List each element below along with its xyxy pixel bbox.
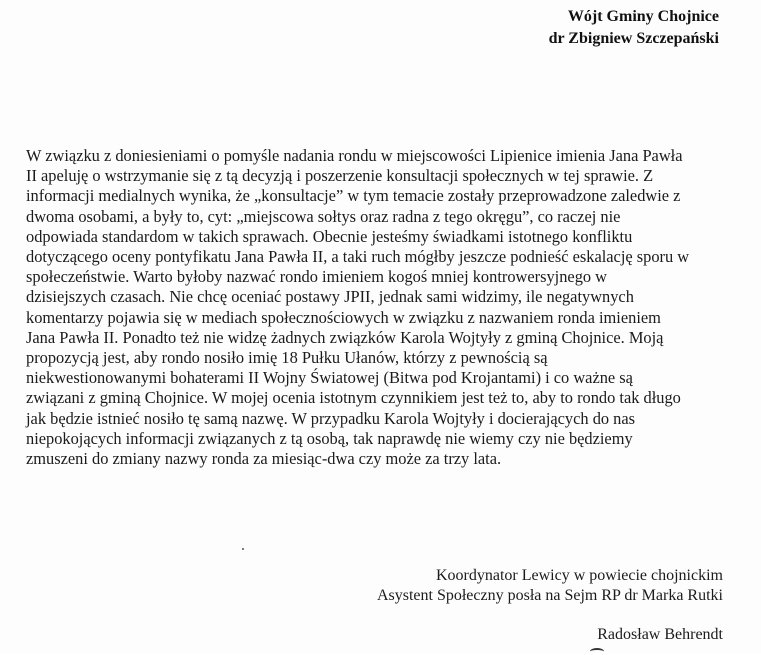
body-line: komentarzy pojawia się w mediach społecznościowych w związku z nazwaniem ronda imieniem [26, 307, 661, 327]
body-line: informacji medialnych wynika, że „konsultacje” w tym temacie zostały przeprowadzone zaledwie z [26, 186, 681, 206]
body-line: zmuszeni do zmiany nazwy ronda za miesiąc-dwa czy może za trzy lata. [26, 449, 502, 469]
recipient-title: Wójt Gminy Chojnice [567, 8, 719, 25]
body-line: odpowiada standardom w takich sprawach. Obecnie jesteśmy świadkami istotnego konfliktu [26, 226, 633, 246]
body-line: propozycją jest, aby rondo nosiło imię 18 Pułku Ułanów, którzy z pewnością są [26, 348, 548, 368]
body-line: dzisiejszych czasach. Nie chcę oceniać postawy JPII, jednak sami widzimy, ile negatywnych [26, 287, 634, 307]
body-line: II apeluję o wstrzymanie się z tą decyzją i poszerzenie konsultacji społecznych w tej sprawie. Z [26, 166, 654, 186]
body-line: W związku z doniesieniami o pomyśle nadania rondu w miejscowości Lipienice imienia Jana Pawła [26, 146, 683, 165]
signer-affiliation: Asystent Społeczny posła na Sejm RP dr Marka Rutki [376, 587, 723, 604]
body-line: dotyczącego oceny pontyfikatu Jana Pawła II, a taki ruch mógłby jeszcze podnieść eskalację sporu w [26, 247, 690, 267]
recipient-block [549, 6, 719, 50]
handwritten-signature-fragment [590, 648, 604, 655]
letter-body [26, 146, 741, 469]
paper-speck [242, 548, 244, 550]
body-line: niepokojących informacji związanych z tą osobą, tak naprawdę nie wiemy czy nie będziemy [26, 428, 633, 448]
signer-role: Koordynator Lewicy w powiecie chojnickim [435, 567, 723, 584]
body-line: społeczeństwie. Warto byłoby nazwać rondo imieniem kogoś mniej kontrowersyjnego w [26, 267, 608, 287]
recipient-name: dr Zbigniew Szczepański [548, 30, 719, 47]
body-line: jak będzie istnieć nosiło tę samą nazwę. W przypadku Karola Wojtyły i docierających do nas [26, 408, 636, 428]
body-line: dwoma osobami, a były to, cyt: „miejscowa sołtys oraz radna z tego okręgu”, co raczej nie [26, 206, 621, 226]
signature-block [377, 566, 723, 606]
body-line: niekwestionowanymi bohaterami II Wojny Światowej (Bitwa pod Krojantami) i co ważne są [26, 368, 633, 388]
signer-name: Radosław Behrendt [597, 626, 723, 643]
body-line: Jana Pawła II. Ponadto też nie widzę żadnych związków Karola Wojtyły z gminą Chojnice. Moją [26, 327, 664, 347]
body-line: związani z gminą Chojnice. W mojej ocenia istotnym czynnikiem jest też to, aby to rondo tak długo [26, 388, 681, 408]
